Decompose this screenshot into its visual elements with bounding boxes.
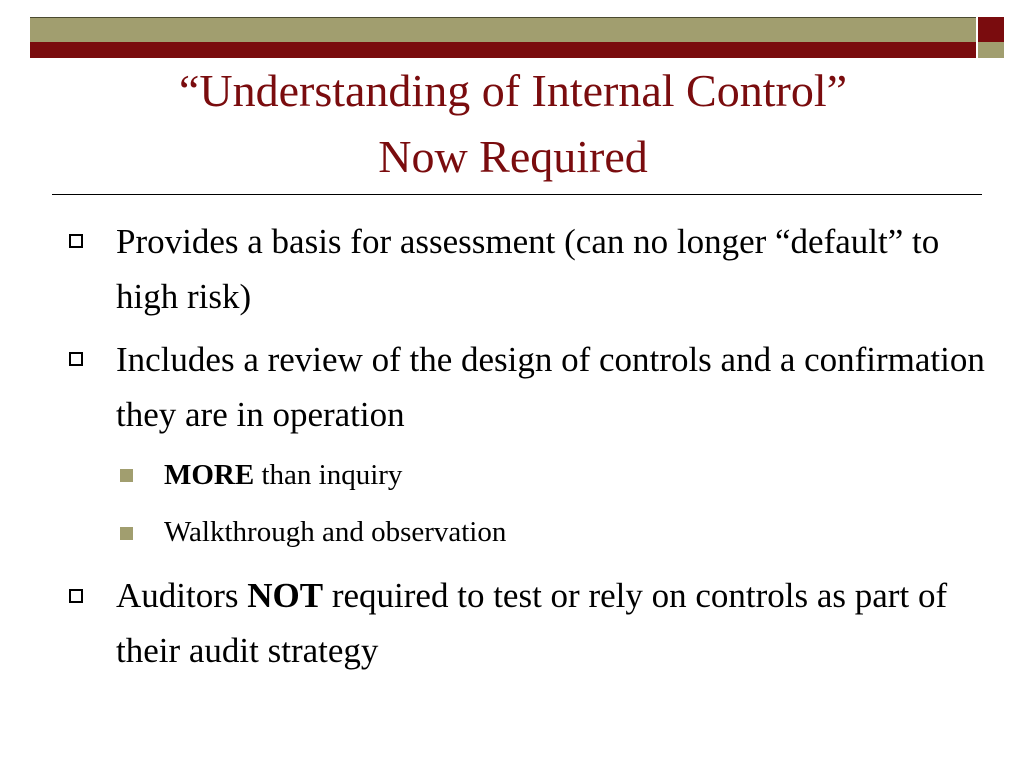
hollow-square-icon (69, 352, 83, 366)
bullet-item-2: Includes a review of the design of controls and a confirmation they are in operation (116, 340, 985, 434)
title-line-2: Now Required (378, 131, 648, 182)
bullet-item-3 (116, 568, 986, 678)
sub-bullet-1-rest: than inquiry (254, 459, 403, 491)
bullet-3-after: required to test or rely on controls as part of their audit strategy (116, 576, 948, 670)
sub-bullet-item-1 (164, 455, 984, 495)
hollow-square-icon (69, 589, 83, 603)
filled-square-icon (120, 527, 133, 540)
sub-bullet-item-2: Walkthrough and observation (164, 516, 507, 548)
hollow-square-icon (69, 234, 83, 248)
filled-square-icon (120, 469, 133, 482)
title-line-1: “Understanding of Internal Control” (178, 65, 848, 116)
bullet-item-1: Provides a basis for assessment (can no longer “default” to high risk) (116, 222, 940, 316)
sub-bullet-1-strong: MORE (164, 459, 255, 491)
bullet-3-strong: NOT (247, 576, 324, 615)
bullet-3-before: Auditors (116, 576, 248, 615)
